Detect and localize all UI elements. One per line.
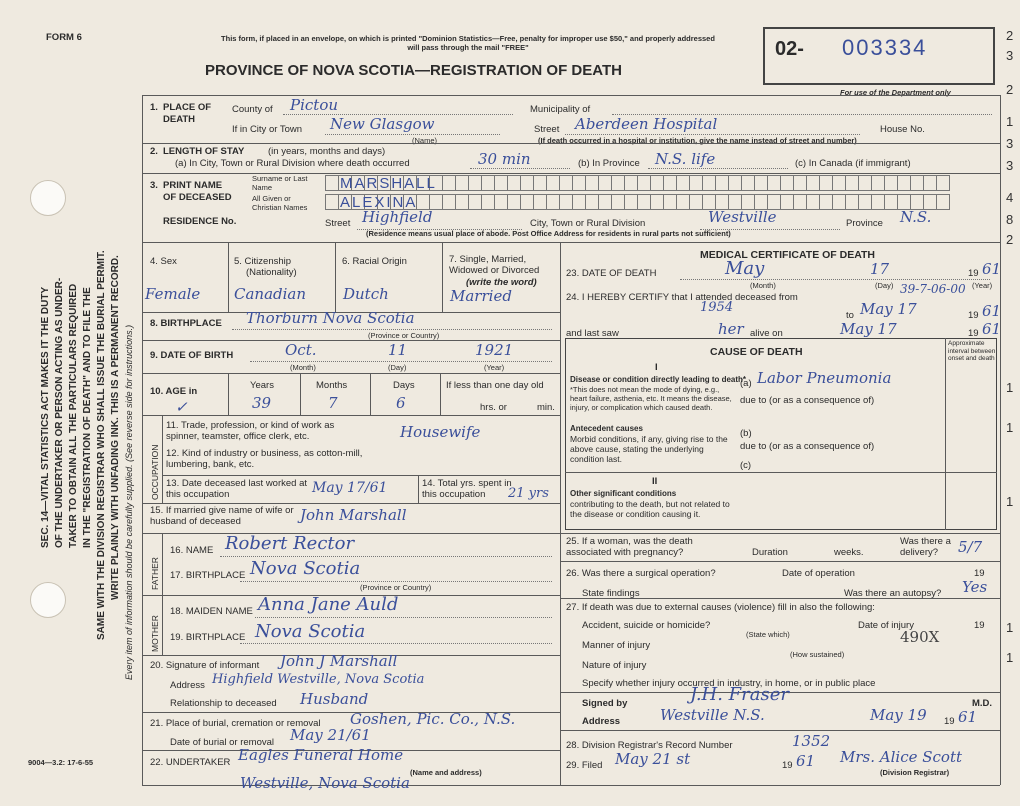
- min-label: min.: [537, 402, 555, 413]
- due-to-2: due to (or as a consequence of): [740, 441, 875, 452]
- hospital-hint: (If death occurred in a hospital or institution, give the name instead of street and number): [538, 136, 857, 145]
- op-date-label: Date of operation: [782, 568, 855, 579]
- place-label: PLACE OF DEATH: [163, 102, 212, 125]
- residence-street-label: Street: [325, 218, 351, 229]
- burial-date-value: May 21/61: [290, 726, 371, 744]
- signed-label: Signed by: [582, 698, 628, 709]
- side-instructions-1: SEC. 14—VITAL STATISTICS ACT MAKES IT THE DUTY: [40, 286, 51, 548]
- frame-right: [1000, 95, 1001, 785]
- occ-q14: 14. Total yrs. spent in this occupation: [422, 478, 512, 500]
- margin-mark: 1: [1006, 114, 1014, 129]
- death-date-line: [680, 279, 990, 280]
- record-value: 1352: [792, 732, 831, 750]
- sep-7: [142, 415, 560, 416]
- lastsaw-label: and last saw: [566, 328, 619, 339]
- days-value: 6: [396, 394, 406, 412]
- occ-q15: 15. If married give name of wife or husband of deceased: [150, 505, 294, 527]
- punch-hole-top: [30, 180, 66, 216]
- burial-date-label: Date of burial or removal: [170, 737, 275, 748]
- mail-notice: This form, if placed in an envelope, on which is printed "Dominion Statistics—Free, penalty for improper use $50," and properly addressed will pass through the mail "FREE": [221, 34, 715, 52]
- dob-day: 11: [388, 341, 408, 359]
- marital-label: 7. Single, Married, Widowed or Divorced: [449, 254, 540, 276]
- address-date: May 19: [870, 706, 927, 724]
- duration-label: Duration: [752, 547, 788, 558]
- father-name-line: [220, 556, 552, 557]
- stay-a-value: 30 min: [478, 150, 531, 168]
- stay-label: LENGTH OF STAY: [163, 146, 245, 157]
- birthplace-value: Thorburn Nova Scotia: [246, 309, 415, 327]
- injury-year-pre: 19: [974, 620, 985, 631]
- q23-label: 23. DATE OF DEATH: [566, 268, 657, 279]
- q27-label: 27. If death was due to external causes (violence) fill in also the following:: [566, 602, 875, 613]
- place-number: 1.: [150, 102, 158, 113]
- mother-name-line: [255, 617, 552, 618]
- q25-label: 25. If a woman, was the death associated with pregnancy?: [566, 536, 693, 558]
- sep-r3: [560, 598, 1000, 599]
- registration-number: 003334: [842, 35, 928, 60]
- occ-div: [162, 415, 163, 503]
- occ-sep-1: [162, 475, 560, 476]
- city-value: New Glasgow: [330, 115, 435, 133]
- county-label: County of: [232, 104, 273, 115]
- margin-mark: 8: [1006, 212, 1014, 227]
- death-year-pre: 19: [968, 268, 979, 279]
- weeks-label: weeks.: [834, 547, 864, 558]
- div-4-5: [228, 242, 229, 312]
- informant-sig-value: John J Marshall: [280, 652, 398, 670]
- alive-year: 61: [982, 320, 1002, 338]
- mother-bp-line: [240, 643, 552, 644]
- residence-province-value: N.S.: [900, 208, 932, 226]
- alive-value: May 17: [840, 320, 897, 338]
- margin-mark: 1: [1006, 380, 1014, 395]
- cause-title: CAUSE OF DEATH: [710, 346, 803, 358]
- autopsy-label: Was there an autopsy?: [844, 588, 942, 599]
- occ-div-2: [418, 475, 419, 503]
- death-year-hint: (Year): [972, 281, 993, 290]
- father-name-value: Robert Rector: [225, 533, 355, 554]
- address-label: Address: [582, 716, 621, 727]
- burial-place-value: Goshen, Pic. Co., N.S.: [350, 710, 516, 728]
- death-day-hint: (Day): [875, 281, 894, 290]
- state-findings: State findings: [582, 588, 640, 599]
- name-number: 3.: [150, 180, 158, 191]
- occ-a15: John Marshall: [300, 506, 407, 524]
- roman-two: II: [652, 476, 658, 487]
- side-instructions-4: IN THE "REGISTRATION OF DEATH" AND TO FILE THE: [82, 287, 93, 548]
- dob-label: 9. DATE OF BIRTH: [150, 350, 234, 361]
- registrar-signature: Mrs. Alice Scott: [840, 748, 962, 766]
- margin-mark: 1: [1006, 620, 1014, 635]
- occ-a11: Housewife: [400, 423, 481, 441]
- age-check: ✓: [175, 398, 188, 416]
- stay-a-label: (a) In City, Town or Rural Division where death occurred: [175, 158, 410, 169]
- margin-mark: 3: [1006, 158, 1014, 173]
- margin-mark: 3: [1006, 48, 1014, 63]
- divider-center: [560, 242, 561, 785]
- side-instructions-2: OF THE UNDERTAKER OR PERSON ACTING AS UNDER-: [54, 277, 65, 548]
- months-label: Months: [316, 380, 348, 391]
- residence-hint: (Residence means usual place of abode. Post Office Address for residents in rural parts not sufficient): [366, 229, 731, 238]
- father-side-label: FATHER: [150, 557, 160, 590]
- birthplace-line: [232, 329, 552, 330]
- punch-hole-bottom: [30, 582, 66, 618]
- alive-year-pre: 19: [968, 328, 979, 339]
- name-label-1: PRINT NAME: [163, 180, 223, 191]
- undertaker-label: 22. UNDERTAKER: [150, 757, 231, 768]
- informant-sig-label: 20. Signature of informant: [150, 660, 260, 671]
- q29-label: 29. Filed: [566, 760, 603, 771]
- mother-bp-label: 19. BIRTHPLACE: [170, 632, 246, 643]
- mother-side-label: MOTHER: [150, 615, 160, 652]
- informant-addr-label: Address: [170, 680, 205, 691]
- address-value: Westville N.S.: [660, 706, 765, 724]
- street-value: Aberdeen Hospital: [575, 115, 718, 133]
- frame-left: [142, 95, 143, 785]
- injury-date-label: Date of injury: [858, 620, 914, 631]
- citizenship-hint: (Nationality): [246, 267, 297, 278]
- stay-b-value: N.S. life: [655, 150, 716, 168]
- disease-note: *This does not mean the mode of dying, e.g., heart failure, asthenia, etc. It means the disease, injury, or complication which caused death.: [570, 385, 732, 412]
- mother-bp-value: Nova Scotia: [255, 621, 366, 642]
- stay-number: 2.: [150, 146, 158, 157]
- racial-label: 6. Racial Origin: [342, 256, 407, 267]
- dob-year-hint: (Year): [484, 363, 505, 372]
- death-day: 17: [870, 260, 890, 278]
- cause-a-value: Labor Pneumonia: [757, 369, 892, 387]
- occ-q11: 11. Trade, profession, or kind of work as spinner, teamster, office clerk, etc.: [166, 420, 335, 442]
- manner-label: Manner of injury: [582, 640, 651, 651]
- lastsaw-her: her: [718, 320, 744, 338]
- death-month: May: [725, 258, 765, 279]
- mother-name-label: 18. MAIDEN NAME: [170, 606, 253, 617]
- dob-year: 1921: [475, 341, 514, 359]
- informant-addr-value: Highfield Westville, Nova Scotia: [212, 672, 425, 687]
- cause-sep: [565, 472, 997, 473]
- stay-b-label: (b) In Province: [578, 158, 640, 169]
- marital-hint: (write the word): [466, 277, 537, 288]
- form-number: FORM 6: [46, 32, 82, 43]
- delivery-mark: 5/7: [958, 538, 983, 556]
- div-5-6: [335, 242, 336, 312]
- attended-year-pre: 19: [968, 310, 979, 321]
- occupation-side-label: OCCUPATION: [150, 444, 160, 500]
- margin-mark: 4: [1006, 190, 1014, 205]
- antecedent-note: Morbid conditions, if any, giving rise to the above cause, stating the underlying condition last.: [570, 434, 728, 464]
- accident-label: Accident, suicide or homicide?: [582, 620, 711, 631]
- stay-a-line: [470, 168, 570, 169]
- sep-6: [142, 373, 560, 374]
- father-div: [162, 533, 163, 595]
- occ-a14: 21 yrs: [508, 486, 549, 501]
- interval-hint: Approximate interval between onset and death: [948, 340, 996, 362]
- margin-mark: 2: [1006, 82, 1014, 97]
- other-label: Other significant conditions: [570, 489, 677, 498]
- margin-mark: 3: [1006, 136, 1014, 151]
- father-name-label: 16. NAME: [170, 545, 214, 556]
- due-to-1: due to (or as a consequence of): [740, 395, 875, 406]
- page-title: PROVINCE OF NOVA SCOTIA—REGISTRATION OF DEATH: [205, 62, 622, 79]
- filed-year-pre: 19: [782, 760, 793, 771]
- undertaker-hint: (Name and address): [410, 768, 482, 777]
- age-label: 10. AGE in: [150, 386, 198, 397]
- age-div-3: [370, 373, 371, 415]
- undertaker-name: Eagles Funeral Home: [238, 746, 404, 764]
- informant-rel-value: Husband: [300, 690, 369, 708]
- q24-note: 39-7-06-00: [900, 282, 966, 296]
- delivery-label: Was there a delivery?: [900, 536, 951, 558]
- father-bp-value: Nova Scotia: [250, 558, 361, 579]
- name-label-2: OF DECEASED: [163, 192, 232, 203]
- years-label: Years: [250, 380, 274, 391]
- citizenship-label: 5. Citizenship: [234, 256, 292, 267]
- dob-day-hint: (Day): [388, 363, 407, 372]
- margin-mark: 1: [1006, 420, 1014, 435]
- roman-one: I: [655, 362, 658, 373]
- surname-label: Surname or Last Name: [252, 174, 308, 192]
- side-instructions-3: TAKER TO OBTAIN ALL THE PARTICULARS REQUIRED: [68, 283, 79, 548]
- county-value: Pictou: [290, 96, 339, 114]
- marital-value: Married: [450, 287, 512, 305]
- sep-3: [142, 242, 1000, 243]
- street-line: [565, 134, 860, 135]
- side-instructions-6: WRITE PLAINLY WITH UNFADING INK. THIS IS A PERMANENT RECORD.: [110, 255, 121, 600]
- informant-rel-label: Relationship to deceased: [170, 698, 277, 709]
- state-which: (State which): [746, 630, 790, 639]
- city-label: If in City or Town: [232, 124, 303, 135]
- mother-div: [162, 595, 163, 655]
- house-label: House No.: [880, 124, 925, 135]
- attended-to-label: to: [846, 310, 854, 321]
- cause-a-letter: (a): [740, 378, 752, 389]
- age-div-1: [228, 373, 229, 415]
- occ-q13: 13. Date deceased last worked at this occupation: [166, 478, 308, 500]
- address-year-pre: 19: [944, 716, 955, 727]
- disease-label: Disease or condition directly leading to death*: [570, 375, 747, 384]
- death-month-hint: (Month): [750, 281, 776, 290]
- mother-name-value: Anna Jane Auld: [258, 594, 399, 615]
- frame-top: [142, 95, 1000, 96]
- address-year: 61: [958, 708, 978, 726]
- registration-prefix: 02-: [775, 38, 804, 60]
- undertaker-addr: Westville, Nova Scotia: [240, 774, 410, 792]
- other-note: contributing to the death, but not related to the disease or condition causing it.: [570, 499, 730, 519]
- alive-label: alive on: [750, 328, 783, 339]
- days-label: Days: [393, 380, 415, 391]
- signed-value: J.H. Fraser: [690, 684, 789, 705]
- residence-street-value: Highfield: [362, 208, 433, 226]
- cause-b-letter: (b): [740, 428, 752, 439]
- father-bp-hint: (Province or Country): [360, 583, 432, 592]
- side-instructions-7: Every item of information should be carefully supplied. (See reverse side for instructions.): [124, 324, 134, 680]
- father-bp-label: 17. BIRTHPLACE: [170, 570, 246, 581]
- registrar-hint: (Division Registrar): [880, 768, 950, 777]
- dob-line: [250, 361, 552, 362]
- residence-city-label: City, Town or Rural Division: [530, 218, 646, 229]
- autopsy-value: Yes: [962, 578, 988, 596]
- surname-value: MARSHALL: [340, 175, 437, 192]
- occ-a13: May 17/61: [312, 480, 388, 496]
- city-line: [325, 134, 500, 135]
- industry-label: Specify whether injury occurred in industry, in home, or in public place: [582, 678, 876, 689]
- dob-month-hint: (Month): [290, 363, 316, 372]
- how-hint: (How sustained): [790, 650, 845, 659]
- op-year-pre: 19: [974, 568, 985, 579]
- sex-value: Female: [145, 285, 201, 303]
- death-year: 61: [982, 260, 1002, 278]
- md-label: M.D.: [972, 698, 993, 709]
- months-value: 7: [328, 394, 338, 412]
- racial-value: Dutch: [343, 285, 389, 303]
- birthplace-hint: (Province or Country): [368, 331, 440, 340]
- attended-year: 61: [982, 302, 1002, 320]
- birthplace-label: 8. BIRTHPLACE: [150, 318, 222, 329]
- municipality-label: Municipality of: [530, 104, 591, 115]
- attended-from: 1954: [700, 300, 734, 315]
- footer-code: 9004—3.2: 17-6-55: [28, 758, 94, 767]
- burial-place-label: 21. Place of burial, cremation or removal: [150, 718, 321, 729]
- manner-mark: 490X: [900, 628, 940, 646]
- residence-city-value: Westville: [708, 208, 777, 226]
- medical-title: MEDICAL CERTIFICATE OF DEATH: [700, 249, 875, 261]
- filed-value: May 21 st: [615, 750, 691, 768]
- father-bp-line: [240, 581, 552, 582]
- dob-month: Oct.: [285, 341, 317, 359]
- sep-1: [142, 143, 1000, 144]
- given-value: ALEXINA: [340, 194, 418, 211]
- occ-q12: 12. Kind of industry or business, as cotton-mill, lumbering, bank, etc.: [166, 448, 363, 470]
- nature-label: Nature of injury: [582, 660, 647, 671]
- residence-province-label: Province: [846, 218, 883, 229]
- stay-hint: (in years, months and days): [268, 146, 386, 157]
- sep-r5: [560, 730, 1000, 731]
- div-6-7: [442, 242, 443, 312]
- antecedent-label: Antecedent causes: [570, 424, 643, 433]
- sep-8: [142, 503, 560, 504]
- citizenship-value: Canadian: [234, 285, 307, 303]
- hrs-label: hrs. or: [480, 402, 507, 413]
- residence-label: RESIDENCE No.: [163, 216, 237, 227]
- department-use-note: For use of the Department only: [840, 88, 951, 97]
- stay-b-line: [648, 168, 788, 169]
- lt-day-label: If less than one day old: [446, 380, 544, 391]
- age-div-2: [300, 373, 301, 415]
- side-instructions-5: SAME WITH THE DIVISION REGISTRAR WHO SHALL ISSUE THE BURIAL PERMIT.: [96, 250, 107, 640]
- q24-label: 24. I HEREBY CERTIFY that I attended deceased from: [566, 292, 798, 303]
- q26-label: 26. Was there a surgical operation?: [566, 568, 716, 579]
- q28-label: 28. Division Registrar's Record Number: [566, 740, 733, 751]
- margin-mark: 1: [1006, 650, 1014, 665]
- sex-label: 4. Sex: [150, 256, 177, 267]
- sep-r1: [560, 533, 1000, 534]
- sep-r2: [560, 561, 1000, 562]
- street-label: Street: [534, 124, 560, 135]
- stay-c-label: (c) In Canada (if immigrant): [795, 158, 911, 169]
- cause-c-letter: (c): [740, 460, 752, 471]
- attended-to: May 17: [860, 300, 917, 318]
- cause-interval-div: [945, 338, 946, 530]
- filed-year: 61: [796, 752, 816, 770]
- margin-mark: 2: [1006, 28, 1014, 43]
- years-value: 39: [252, 394, 272, 412]
- given-label: All Given or Christian Names: [252, 194, 308, 212]
- city-name-hint: (Name): [412, 136, 438, 145]
- margin-mark: 2: [1006, 232, 1014, 247]
- age-div-4: [440, 373, 441, 415]
- margin-mark: 1: [1006, 494, 1014, 509]
